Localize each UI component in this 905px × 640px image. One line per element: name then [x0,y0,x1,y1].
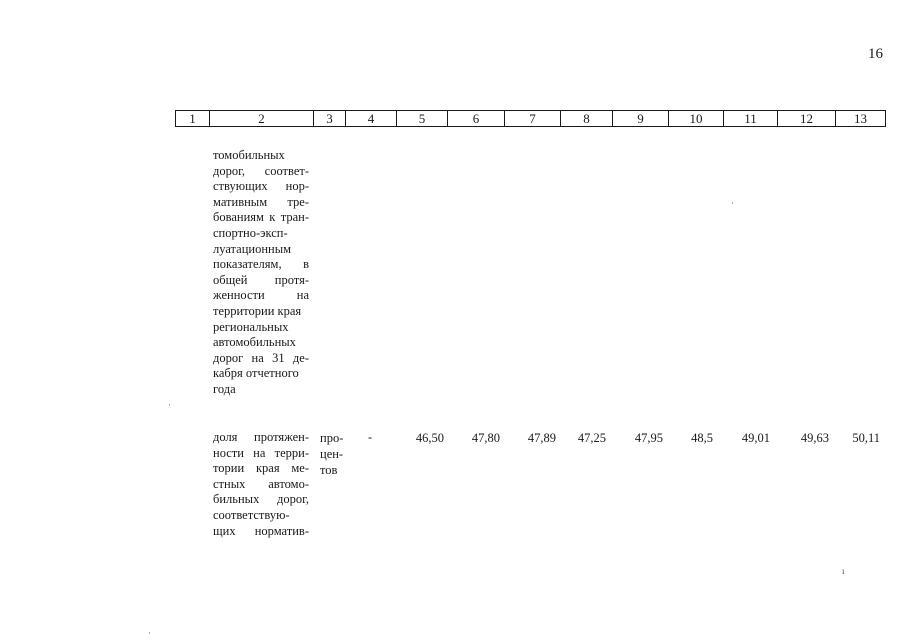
row1-line: томобильных [213,148,285,162]
row1-line: кабря отчетного [213,366,299,381]
row1-line: территории края [213,303,302,318]
row2-col12-value: 49,63 [800,431,829,445]
unit-line: цен- [320,447,344,461]
row2-col13-value: 50,11 [852,431,880,445]
header-col-11: 11 [723,111,777,126]
row2-col11-value: 49,01 [741,431,770,445]
page-number: 16 [868,46,883,62]
unit-line: тов [320,463,338,477]
row1-line: луатационным [213,241,292,256]
row1-line: дорог, соответ- [213,163,309,178]
header-col-6: 6 [447,111,504,126]
unit-line: про- [320,431,344,445]
row2-line: стных автомо- [213,476,309,491]
row1-line: дорог на 31 де- [213,350,309,365]
row2-description [213,430,309,539]
row1-line: автомобильных [213,335,296,350]
row1-line: показателям, в [213,257,309,272]
row1-line: общей протя- [213,272,309,287]
header-col-9: 9 [612,111,668,126]
row2-col10-value: 48,5 [691,431,713,445]
row1-description [213,148,309,398]
row2-col6-value: 47,80 [471,431,500,445]
row1-line: женности на [213,288,309,303]
scan-speck: · [148,628,151,638]
header-col-13: 13 [835,111,885,126]
scan-speck: · [731,198,734,208]
header-col-7: 7 [504,111,560,126]
header-col-8: 8 [560,111,612,126]
header-col-3: 3 [313,111,345,126]
row2-col9-value: 47,95 [634,431,663,445]
header-col-2: 2 [209,111,313,126]
row2-line: соответствую- [213,507,290,522]
row2-line: доля протяжен- [213,430,309,444]
row2-line: ности на терри- [213,445,309,460]
row2-col7-value: 47,89 [527,431,556,445]
row1-line: бованиям к тран- [213,210,309,225]
scan-speck: · [168,400,171,410]
row1-line: региональных [213,319,289,334]
row2-unit [320,430,356,478]
table-header-row [175,110,886,127]
row2-col8-value: 47,25 [577,431,606,445]
row2-line: щих норматив- [213,523,309,538]
row1-line: ствующих нор- [213,179,309,194]
header-col-12: 12 [777,111,835,126]
row2-col5-value: 46,50 [415,431,444,445]
header-col-10: 10 [668,111,723,126]
scan-speck: ı [842,566,845,576]
header-col-1: 1 [189,111,196,126]
row2-col4-value: - [368,430,373,444]
row2-line: тории края ме- [213,461,309,476]
row1-line: года [213,381,236,396]
header-col-5: 5 [396,111,447,126]
row2-line: бильных дорог, [213,492,309,507]
header-col-4: 4 [345,111,396,126]
row1-line: спортно-эксп- [213,225,288,240]
row1-line: мативным тре- [213,194,309,209]
